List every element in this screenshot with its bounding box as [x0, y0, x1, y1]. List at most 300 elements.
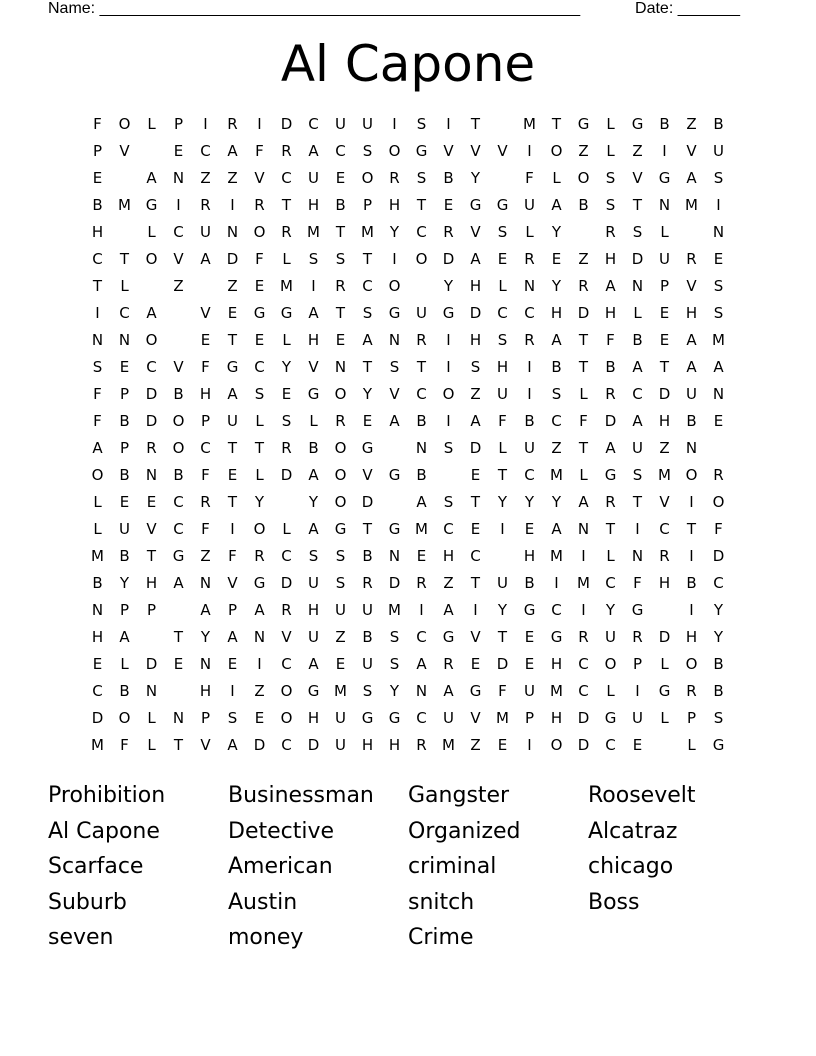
grid-cell: E [470, 655, 481, 673]
grid-cell [111, 221, 138, 248]
grid-cell: S [443, 439, 454, 457]
grid-cell: G [577, 115, 590, 133]
grid-cell: T [659, 358, 670, 376]
grid-cell: L [255, 412, 264, 430]
grid-cell [489, 113, 516, 140]
grid-cell: I [257, 655, 262, 673]
grid-cell: I [473, 601, 478, 619]
grid-cell: C [335, 142, 346, 160]
grid-cell: U [227, 412, 238, 430]
grid-cell: H [388, 196, 401, 214]
grid-cell: O [145, 250, 158, 268]
grid-cell: S [362, 682, 373, 700]
grid-cell: G [307, 682, 320, 700]
grid-cell: G [442, 628, 455, 646]
grid-cell: U [659, 250, 670, 268]
grid-cell: B [605, 358, 616, 376]
grid-cell: H [550, 304, 563, 322]
grid-cell: A [308, 520, 319, 538]
grid-cell: A [632, 358, 643, 376]
grid-cell: U [335, 736, 346, 754]
grid-cell: D [577, 736, 590, 754]
grid-cell: I [311, 277, 316, 295]
grid-cell: B [524, 412, 535, 430]
grid-cell: P [200, 412, 211, 430]
grid-cell: C [146, 358, 157, 376]
grid-cell: O [388, 277, 401, 295]
grid-cell: Z [443, 574, 454, 592]
grid-cell: V [119, 142, 130, 160]
grid-cell: I [257, 115, 262, 133]
grid-cell: E [713, 250, 724, 268]
grid-cell: O [361, 169, 374, 187]
grid-cell: U [416, 304, 427, 322]
grid-cell: V [632, 169, 643, 187]
grid-cell: H [199, 682, 212, 700]
grid-cell: Y [713, 628, 724, 646]
grid-cell: O [685, 655, 698, 673]
grid-cell: O [550, 142, 563, 160]
grid-cell: C [416, 385, 427, 403]
grid-cell: A [605, 439, 616, 457]
grid-cell: A [308, 655, 319, 673]
grid-cell: G [226, 358, 239, 376]
grid-cell: T [281, 196, 292, 214]
grid-cell: T [335, 223, 346, 241]
grid-cell: L [660, 709, 669, 727]
grid-cell: E [119, 493, 130, 511]
grid-cell: A [227, 385, 238, 403]
grid-cell: R [686, 682, 697, 700]
worksheet-header [48, 0, 740, 18]
grid-cell: F [201, 520, 210, 538]
grid-cell: A [92, 439, 103, 457]
grid-cell: A [200, 601, 211, 619]
grid-cell: R [362, 574, 373, 592]
grid-cell: C [92, 250, 103, 268]
grid-cell: F [120, 736, 129, 754]
grid-cell: Z [227, 277, 238, 295]
grid-cell: A [200, 250, 211, 268]
grid-cell: B [416, 412, 427, 430]
grid-cell: H [91, 628, 104, 646]
grid-cell: E [227, 655, 238, 673]
grid-cell: R [578, 628, 589, 646]
grid-cell: S [713, 709, 724, 727]
grid-cell: D [280, 574, 293, 592]
grid-cell: S [605, 169, 616, 187]
grid-cell: T [470, 115, 481, 133]
grid-cell: S [389, 358, 400, 376]
grid-cell: Z [200, 547, 211, 565]
grid-cell: V [281, 628, 292, 646]
grid-cell: N [415, 682, 428, 700]
grid-cell: E [416, 547, 427, 565]
page-title: Al Capone [280, 35, 536, 93]
grid-cell: B [443, 169, 454, 187]
grid-cell: R [200, 196, 211, 214]
grid-cell: G [280, 304, 293, 322]
grid-cell: Z [335, 628, 346, 646]
grid-cell: T [416, 196, 427, 214]
grid-cell: D [280, 115, 293, 133]
grid-cell: M [523, 115, 536, 133]
word-bank-item: Crime [408, 925, 474, 951]
grid-cell: T [227, 331, 238, 349]
grid-cell: V [659, 493, 670, 511]
word-bank-item: Al Capone [48, 818, 160, 844]
word-bank-item: criminal [408, 854, 497, 880]
grid-cell: G [415, 142, 428, 160]
grid-cell: V [470, 709, 481, 727]
grid-cell: L [498, 277, 507, 295]
grid-cell: L [606, 142, 615, 160]
grid-cell: N [415, 439, 428, 457]
grid-cell: L [93, 520, 102, 538]
grid-cell: B [632, 331, 643, 349]
grid-cell: A [308, 466, 319, 484]
grid-cell: M [577, 574, 590, 592]
grid-cell: D [712, 547, 725, 565]
grid-cell: N [91, 601, 104, 619]
grid-cell: L [120, 277, 129, 295]
grid-cell: A [443, 682, 454, 700]
grid-cell: L [93, 493, 102, 511]
grid-cell: U [605, 628, 616, 646]
grid-cell: T [470, 574, 481, 592]
grid-cell: G [523, 601, 536, 619]
grid-cell: L [579, 466, 588, 484]
grid-cell [192, 275, 219, 302]
grid-cell: D [631, 250, 644, 268]
grid-cell: D [496, 655, 509, 673]
grid-cell: A [254, 601, 265, 619]
grid-cell [489, 545, 516, 572]
grid-cell: F [498, 682, 507, 700]
grid-cell: M [550, 547, 563, 565]
grid-cell: T [416, 358, 427, 376]
grid-cell: O [415, 250, 428, 268]
grid-cell: R [632, 628, 643, 646]
grid-cell: I [689, 493, 694, 511]
grid-cell: G [361, 439, 374, 457]
grid-cell: A [308, 304, 319, 322]
grid-cell: H [685, 304, 698, 322]
grid-cell: N [577, 520, 590, 538]
word-bank-item: seven [48, 925, 114, 951]
grid-cell: I [527, 142, 532, 160]
grid-cell: L [282, 520, 291, 538]
grid-cell: I [176, 196, 181, 214]
grid-cell: U [524, 196, 535, 214]
grid-cell: N [685, 439, 698, 457]
word-bank-item: snitch [408, 889, 475, 915]
grid-cell: G [631, 601, 644, 619]
grid-cell: M [712, 331, 725, 349]
grid-cell: B [686, 574, 697, 592]
grid-cell: D [442, 250, 455, 268]
grid-cell: M [685, 196, 698, 214]
grid-cell: T [227, 493, 238, 511]
grid-cell: F [255, 250, 264, 268]
grid-cell: N [172, 169, 185, 187]
grid-cell: A [416, 493, 427, 511]
word-bank-item: Organized [408, 818, 521, 844]
grid-cell: L [687, 736, 696, 754]
grid-cell [138, 626, 165, 653]
grid-cell: E [470, 466, 481, 484]
grid-cell [165, 302, 192, 329]
grid-cell: C [443, 520, 454, 538]
grid-cell: D [226, 250, 239, 268]
grid-cell: A [605, 277, 616, 295]
grid-cell: I [527, 736, 532, 754]
grid-cell: R [416, 331, 427, 349]
grid-cell: O [253, 223, 266, 241]
grid-cell: U [335, 601, 346, 619]
grid-cell: P [92, 142, 103, 160]
grid-cell: R [335, 277, 346, 295]
grid-cell: G [334, 520, 347, 538]
grid-cell: T [362, 520, 373, 538]
grid-cell: R [605, 223, 616, 241]
grid-cell: R [146, 439, 157, 457]
grid-cell: C [551, 601, 562, 619]
word-bank-item: Gangster [408, 783, 510, 808]
grid-cell: G [388, 466, 401, 484]
grid-cell: A [470, 250, 481, 268]
grid-cell: H [496, 358, 509, 376]
grid-cell: Y [119, 574, 130, 592]
grid-cell: R [254, 547, 265, 565]
grid-cell: S [632, 223, 643, 241]
grid-cell: M [280, 277, 293, 295]
grid-cell: P [524, 709, 535, 727]
grid-cell: I [446, 412, 451, 430]
grid-cell: S [227, 709, 238, 727]
grid-cell: I [419, 601, 424, 619]
grid-cell: C [200, 439, 211, 457]
grid-cell: G [172, 547, 185, 565]
grid-cell: L [660, 655, 669, 673]
grid-cell: S [254, 385, 265, 403]
name-line: Name: ______________________________________________________ [48, 0, 581, 17]
grid-cell: L [255, 466, 264, 484]
grid-cell: V [173, 250, 184, 268]
word-bank-item: Austin [228, 889, 298, 915]
grid-cell: C [497, 304, 508, 322]
grid-cell: T [227, 439, 238, 457]
grid-cell: V [308, 358, 319, 376]
grid-cell [111, 167, 138, 194]
grid-cell: F [606, 331, 615, 349]
grid-cell: M [361, 223, 374, 241]
grid-cell: T [578, 358, 589, 376]
grid-cell: P [146, 601, 157, 619]
grid-cell: O [550, 736, 563, 754]
grid-cell: V [227, 574, 238, 592]
grid-cell: Y [524, 493, 535, 511]
word-bank-item: Scarface [48, 854, 144, 880]
grid-cell: Y [281, 358, 292, 376]
grid-cell: C [578, 655, 589, 673]
grid-cell: C [119, 304, 130, 322]
grid-cell: T [551, 115, 562, 133]
grid-cell: H [685, 628, 698, 646]
grid-cell: E [173, 655, 184, 673]
grid-cell: Y [308, 493, 319, 511]
grid-cell: P [173, 115, 184, 133]
grid-cell: O [685, 466, 698, 484]
grid-cell: E [362, 412, 373, 430]
grid-cell: A [443, 601, 454, 619]
grid-cell: T [605, 520, 616, 538]
grid-cell: A [470, 412, 481, 430]
grid-cell: H [550, 709, 563, 727]
grid-cell: F [579, 412, 588, 430]
grid-cell: R [605, 385, 616, 403]
grid-cell: L [282, 250, 291, 268]
grid-cell: U [200, 223, 211, 241]
grid-cell: E [470, 520, 481, 538]
grid-cell: M [415, 520, 428, 538]
grid-cell: S [308, 547, 319, 565]
grid-cell: A [632, 412, 643, 430]
grid-cell: H [307, 196, 320, 214]
grid-cell: Y [254, 493, 265, 511]
grid-cell: D [469, 304, 482, 322]
grid-cell: C [605, 574, 616, 592]
grid-cell: B [362, 547, 373, 565]
grid-cell: H [442, 547, 455, 565]
grid-cell [705, 437, 732, 464]
grid-cell: H [307, 331, 320, 349]
grid-cell: G [253, 304, 266, 322]
grid-cell: O [334, 493, 347, 511]
grid-cell: C [173, 493, 184, 511]
grid-cell: L [660, 223, 669, 241]
grid-cell: P [119, 601, 130, 619]
grid-cell: Z [254, 682, 265, 700]
grid-cell: B [92, 196, 103, 214]
grid-cell: I [446, 115, 451, 133]
grid-cell: S [497, 331, 508, 349]
grid-cell: G [442, 304, 455, 322]
grid-cell: C [551, 412, 562, 430]
grid-cell: R [416, 736, 427, 754]
grid-cell: I [95, 304, 100, 322]
grid-cell: B [308, 439, 319, 457]
grid-cell: H [469, 331, 482, 349]
grid-cell: L [606, 682, 615, 700]
grid-cell: A [686, 169, 697, 187]
grid-cell: T [632, 493, 643, 511]
grid-cell: E [227, 304, 238, 322]
grid-cell: B [173, 466, 184, 484]
grid-cell: N [226, 223, 239, 241]
grid-cell: Z [551, 439, 562, 457]
grid-cell: B [92, 574, 103, 592]
grid-cell: G [658, 682, 671, 700]
grid-cell: T [92, 277, 103, 295]
grid-cell: U [497, 574, 508, 592]
grid-cell: V [200, 304, 211, 322]
grid-cell: P [362, 196, 373, 214]
grid-cell: U [524, 439, 535, 457]
grid-cell: M [118, 196, 131, 214]
grid-cell: H [145, 574, 158, 592]
grid-cell: E [497, 736, 508, 754]
word-bank-item: Prohibition [48, 783, 166, 808]
grid-cell: T [254, 439, 265, 457]
grid-cell: V [173, 358, 184, 376]
grid-cell: L [606, 115, 615, 133]
grid-cell: N [388, 547, 401, 565]
grid-cell: E [335, 331, 346, 349]
grid-cell: H [523, 547, 536, 565]
grid-cell: B [713, 115, 724, 133]
grid-cell [489, 167, 516, 194]
grid-cell: Z [470, 385, 481, 403]
grid-cell: Y [551, 223, 562, 241]
grid-cell: L [606, 547, 615, 565]
grid-cell: C [632, 385, 643, 403]
grid-cell: R [686, 250, 697, 268]
grid-cell: R [254, 196, 265, 214]
grid-cell: R [524, 331, 535, 349]
grid-cell: B [173, 385, 184, 403]
grid-cell: F [714, 520, 723, 538]
grid-cell: P [686, 709, 697, 727]
grid-cell: U [497, 385, 508, 403]
grid-cell: I [446, 358, 451, 376]
grid-cell: V [470, 628, 481, 646]
grid-cell: E [92, 655, 103, 673]
grid-cell [678, 221, 705, 248]
grid-cell: A [551, 196, 562, 214]
grid-cell: Y [362, 385, 373, 403]
grid-cell: P [227, 601, 238, 619]
grid-cell: P [119, 439, 130, 457]
grid-cell: I [527, 358, 532, 376]
grid-cell [651, 734, 678, 761]
grid-cell: D [145, 385, 158, 403]
grid-cell [273, 491, 300, 518]
grid-cell: O [388, 142, 401, 160]
grid-cell: Y [497, 601, 508, 619]
grid-cell [165, 329, 192, 356]
grid-cell: V [686, 142, 697, 160]
grid-cell: I [581, 601, 586, 619]
grid-cell: D [604, 412, 617, 430]
grid-cell: E [200, 331, 211, 349]
grid-cell: R [281, 142, 292, 160]
grid-cell: E [335, 655, 346, 673]
grid-cell: C [281, 547, 292, 565]
grid-cell: A [551, 331, 562, 349]
grid-cell: I [554, 574, 559, 592]
grid-cell: C [659, 520, 670, 538]
grid-cell: I [581, 547, 586, 565]
grid-cell: U [362, 655, 373, 673]
grid-cell: H [388, 736, 401, 754]
grid-cell: S [335, 547, 346, 565]
grid-cell: Z [686, 115, 697, 133]
grid-cell: B [119, 412, 130, 430]
grid-cell: E [551, 250, 562, 268]
grid-cell: H [469, 277, 482, 295]
grid-cell: Z [578, 250, 589, 268]
